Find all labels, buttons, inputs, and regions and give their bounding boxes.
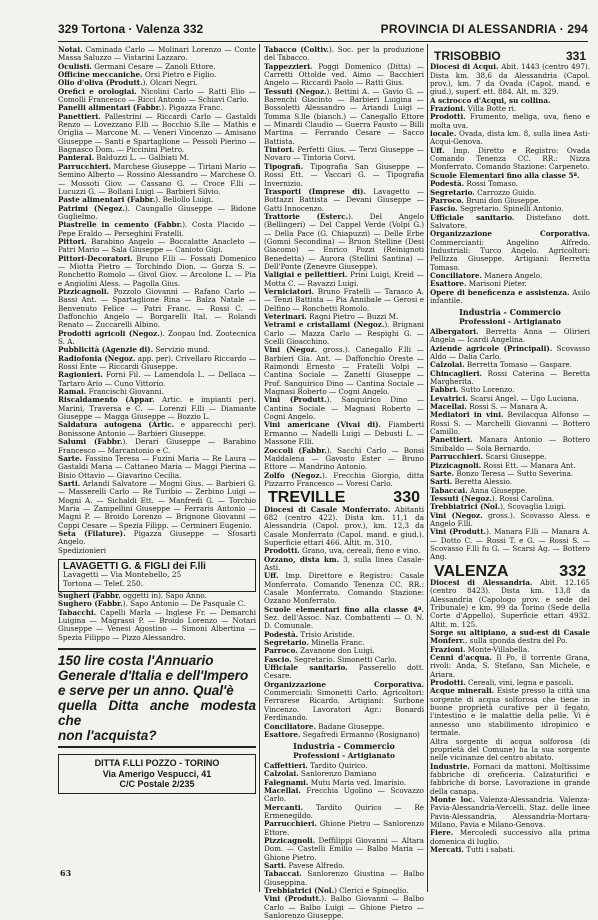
directory-entry: Ramai. Francischi Giovanni. bbox=[58, 387, 164, 397]
directory-entry: Esattore. Marisoni Pieter. bbox=[430, 279, 527, 289]
directory-entry: Fascio. Segretario. Spinelli Antonio. bbox=[430, 204, 564, 214]
directory-entry: Caffettieri. Tardito Quirico. bbox=[264, 760, 368, 770]
section-title: Industria - Commercio bbox=[293, 741, 395, 752]
directory-entry: Ufficiale sanitario. Distefano dott. Salvatore. bbox=[430, 212, 590, 230]
directory-entry: Sugheri (Fabbr. oggetti in). Sapo Anno. bbox=[58, 591, 207, 600]
directory-entry: Orefici e orologiai. Nicolini Carlo — Ratti Elio — Comolli Francesco — Ricci Antonio — Schiavi Carlo. bbox=[58, 86, 256, 105]
directory-entry: Tabaccai. Sanlorenzo Giustina — Balbo Giuseppina. bbox=[264, 869, 424, 887]
col1b-entries bbox=[58, 592, 256, 642]
town-name: TRISOBBIO bbox=[434, 49, 501, 63]
directory-entry: Oculisti. Germani Cesare — Zanoli Ettore. bbox=[58, 61, 216, 71]
header-left: 329 Tortona · Valenza 332 bbox=[58, 22, 204, 36]
directory-entry: Opere di beneficenza e assistenza. Asilo infantile. bbox=[430, 287, 591, 305]
directory-entry: Prodotti. Frumento, meliga, uva, fieno e molta uva. bbox=[430, 112, 590, 130]
directory-entry: Trattorie (Esterc.). Del Angelo (Bellingeri) — Del Cappel Verde (Volpi G.) — Della Pace (G. Chiapuzzi) — Delle Erbe (Gomni Secondina) — Bruon Stelline (Desi Giacomo) — Enrico Pozzi (Reinignoti Benedetta) — Aurora (Stellini Santina) — Dell'Ponte (Zenevre Giuseppe). bbox=[264, 211, 424, 271]
directory-entry: Organizzazione Corporativa. Commercianti: Angelino Alfredo. Industriali: Turco Angelo. Agricoltori: Pellizza Giuseppe. Artigiani: Berretta Tomaso. bbox=[430, 229, 590, 272]
directory-entry: Pizzicagnoli. Pozzolo Giovanni — Rafano Carlo — Bassi Ant. — Spartaglione Rina — Balza Natale — Benvenuto Felice — Patri Franc. — Rossi C. — Daffonchio Angelo — Borgarelli Ital. — Rolandi Renato — Zuccarelli Albino. bbox=[58, 286, 256, 330]
directory-entry: Uff. Imp. Direttore e Registro: Casale Monferrato. Comando Tenenza CC. RR.: Casale Monferrato. Comando Stazione: Ozzano Monferrato. bbox=[264, 571, 424, 606]
directory-entry: Macellai. Rossi S. — Manara A. bbox=[430, 402, 548, 412]
publisher-address: Via Amerigo Vespucci, 41 bbox=[102, 768, 212, 779]
directory-entry: Chincaglieri. Rossi Caterina — Beretta Margherita. bbox=[430, 368, 590, 387]
column-1 bbox=[58, 46, 256, 896]
section-subtitle: Professioni - Artigianato bbox=[459, 316, 561, 326]
directory-entry: Spedizionieri bbox=[58, 545, 107, 555]
directory-entry: Fabbri. Sutto Lorenzo. bbox=[430, 385, 515, 395]
lavagetti-ad bbox=[58, 559, 256, 592]
directory-entry: Scuole Elementari fino alla classe 5ª. bbox=[430, 170, 580, 180]
directory-entry: Sarte. Bonzo Teresa — Sutto Severina. bbox=[430, 468, 574, 478]
promo-line: non l'acquista? bbox=[58, 728, 157, 744]
town-heading-treville bbox=[264, 489, 424, 507]
town-name: VALENZA bbox=[434, 562, 509, 580]
directory-entry: Parroco. Zavanone don Luigi. bbox=[264, 646, 375, 656]
directory-entry: Panettieri. Manara Antonio — Bottero Sinibaldo — Sola Bernardo. bbox=[430, 435, 590, 453]
directory-entry: Calzolai. Sanlorenzo Damiano bbox=[264, 769, 377, 779]
directory-entry: Panieral. Balduzzi L. — Galbiati M. bbox=[58, 153, 190, 163]
directory-entry: Segretario. Minella Franc. bbox=[264, 638, 365, 648]
directory-entry: Mercati. Tutti i sabati. bbox=[430, 844, 515, 854]
treville-info bbox=[264, 506, 424, 740]
footer-number: 63 bbox=[60, 868, 72, 878]
town-heading-valenza bbox=[430, 562, 590, 580]
directory-entry: Tabaccai. Anna Giuseppe. bbox=[430, 485, 528, 495]
directory-entry: Olio d'oliva (Produtt.). Olcari Negri. bbox=[58, 78, 198, 88]
directory-entry: Frazioni. Monte-Villabella. bbox=[430, 644, 530, 654]
publisher-box bbox=[58, 754, 256, 794]
directory-entry: Prodotti agricoli (Negoz.). Zoopau Ind. Zootecnica S. A. bbox=[58, 328, 256, 347]
directory-entry: Sarti. Arlandi Salvatore — Mogni Gius. — Barbieri G. — Masserelli Carlo — Re Turibio — Zerbino Luigi — Mogni A. — Sichaldi Ett. — Manfredi G. — Torchio Maria — Zampellini Giuseppe — Ferraris Antonio — Magni P. — Broido Lorenzo — Brignone Giovanni — Coppi Cesare — Spezia Filipp. — Cermineri Eugenio. bbox=[58, 478, 256, 530]
publisher-name: DITTA F.LLI POZZO - TORINO bbox=[94, 758, 220, 769]
town-heading-trisobbio bbox=[430, 49, 590, 63]
directory-entry: Sarti. Pavese Alfredo. bbox=[264, 861, 345, 870]
directory-entry: Aziende agricole (Principali). Scovasso Aldo — Dalia Carlo. bbox=[430, 343, 590, 362]
column-3 bbox=[430, 46, 590, 896]
directory-entry: Esattore. Segafredi Ermanno (Rosignano) bbox=[264, 729, 420, 739]
town-number: 332 bbox=[559, 562, 586, 580]
directory-entry: Tabacchi. Capelli Marla — Inglese Fr. — Demarchi Luigina — Magrassi P. — Broido Lorenzo — Notari Giuseppe — Venesi Agostino — Simoni Albertina — Spezia Filippo — Pizzo Alessandro. bbox=[58, 607, 256, 642]
section-subtitle: Professioni - Artigianato bbox=[293, 750, 395, 760]
directory-entry: Fiere. Mercoledì successivo alla prima domenica di luglio. bbox=[430, 828, 590, 846]
directory-entry: Tabacco (Coltiv.). Soc. per la produzione del Tabacco. bbox=[264, 45, 424, 63]
promo-line: e serve per un anno. Qual'è bbox=[58, 683, 234, 699]
directory-entry: Levatrici. Scarsi Angel. — Ugo Luciana. bbox=[430, 393, 579, 403]
directory-entry: Saldatura autogena (Artic. e apparecchi per). Bonissone Antonio — Barbieri Giuseppe. bbox=[58, 420, 256, 438]
directory-entry: Uff. Imp. Diretto e Registro: Ovada Comando Tenenza CC. RR.: Nizza Monferrato. Comando Stazione: Carpeneto. bbox=[430, 145, 590, 172]
trisobbio-businesses bbox=[430, 328, 590, 562]
directory-entry: Altra sorgente di acqua solforosa (di proprietà del Comune) ha la sua sorgente nelle vicinanze del centro abitato. bbox=[430, 736, 590, 763]
directory-entry: Vini (Produtt.). Balbo Giovanni — Balbo Carlo — Balbo Luigi — Ghione Pietro — Sanlorenzo Giuseppe. bbox=[264, 894, 424, 920]
directory-entry: Ufficiale sanitario. Passerello dott. Cesare. bbox=[264, 663, 424, 681]
col1-entries bbox=[58, 46, 256, 555]
column-rule bbox=[427, 44, 428, 892]
directory-entry: Officine meccaniche. Orsi Pietro e Figlio. bbox=[58, 70, 217, 80]
directory-entry: Conciliatore. Badane Giuseppe. bbox=[264, 721, 385, 731]
directory-entry: Fascio. Segretario. Simonetti Carlo. bbox=[264, 654, 397, 664]
directory-entry: Parrucchieri. Scarsi Giuseppe. bbox=[430, 452, 547, 462]
directory-entry: Podestà. Trisio Aristide. bbox=[264, 629, 355, 639]
directory-entry: Sughero (Fabbr.). Sapo Antonio — De Pasquale C. bbox=[58, 599, 246, 609]
directory-entry: Prodotti. Cereali, vini, legna e pascoli. bbox=[430, 678, 574, 688]
directory-entry: Verniciatori. Bruno Fratelli — Tarasco A. — Tenzi Battista — Pia Annibale — Gerosi e Delfino — Ronchetti Romolo. bbox=[264, 286, 424, 313]
directory-entry: Paste alimentari (Fabbr.). Bellollo Luigi. bbox=[58, 195, 214, 205]
directory-entry: locale. Ovada, dista km. 8, sulla linea Asti-Acqui-Genova. bbox=[430, 129, 590, 147]
directory-entry: Tessuti (Negoz.). Rossi Carolina. bbox=[430, 493, 555, 503]
directory-entry: Salumi (Fabbr.). Derari Giuseppe — Barabino Francesco — Marcantonio e C. bbox=[58, 437, 256, 455]
promo-line: 150 lire costa l'Annuario bbox=[58, 653, 214, 669]
trisobbio-info bbox=[430, 63, 590, 305]
promo-line: Generale d'Italia e dell'Impero bbox=[58, 668, 249, 684]
header-right: PROVINCIA DI ALESSANDRIA · 294 bbox=[380, 22, 588, 36]
directory-entry: Parrucchieri. Ghione Pietro — Sanlorenzo Ettore. bbox=[264, 819, 424, 837]
directory-entry: Tessuti (Negoz.). Bettini A. — Gavio G. — Barenchi Giacinto — Barbieri Luigina — Bossoletti Alessandro — Ariandi Luigi — Tomma S.lle (bianch.) — Canegallo Ettore — Minardi Claudio — Guerra Fausto — Billi Martina — Ferrando Cesare — Sacco Battista. bbox=[264, 86, 424, 146]
directory-entry: Vini (Produtt.). Sanquirico Dino — Cantina Sociale — Magnasi Roberto — Cogni Angelo. bbox=[264, 395, 425, 422]
section-title: Industria - Commercio bbox=[459, 307, 561, 318]
column-rule bbox=[259, 44, 260, 892]
directory-entry: Sarte. Fassino Teresa — Fuzini Maria — Re Laura — Gastaldi Maria — Cattaneo Maria — Maggi Pierina — Bisio Ottavio — Giavarino Cecilia. bbox=[58, 453, 256, 480]
treville-businesses bbox=[264, 762, 424, 920]
directory-entry: Tipografi. Tipografia San Giuseppe — Rossi Ett. — Vaccari G. — Tipografia Invernizio. bbox=[264, 161, 424, 188]
directory-entry: Vini (Negoz. gross.). Scovasso Aless. e Angelo F.lli. bbox=[430, 510, 590, 528]
directory-entry: Podestà. Rossi Tomaso. bbox=[430, 179, 518, 189]
directory-entry: Panettieri. Pallestrini — Riccardi Carlo — Gastaldi Renzo — Lovezzano F.lli — Bocchio S.lle — Mathis e Origlia — Marcone M. — Veneri Vincenzo — Amisano Giuseppe — Santi e Spartaglione — Pessoli Pierino — Bagnasco Dom. — Piccinini Pietro. bbox=[58, 111, 256, 155]
directory-entry: Albergatori. Berretta Anna — Olirieri Angela — Icardi Angelina. bbox=[430, 327, 590, 345]
directory-entry: Calzolai. Berretta Tomaso — Gaspare. bbox=[430, 360, 572, 370]
directory-entry: Organizzazione Corporativa. Commerciali: Simonetti Carlo. Agricoltori: Ferrarese Ricardo. Artigiani: Surbone Vincenzo. Lavoratori Agr.: Bonardi Ferdinando. bbox=[264, 679, 424, 723]
directory-entry: Pizzicagnoli. Rossi Ett. — Manara Ant. bbox=[430, 460, 576, 470]
directory-entry: Ozzano, dista km. 3, sulla linea Casale-Asti. bbox=[264, 554, 425, 572]
directory-entry: Vini (Produtt.). Manara F.lli — Manara A. — Dotto C. — Rossi T. e G. — Rossi S. — Scovasso F.lli fu G. — Scarsi Ag. — Bottero Ang. bbox=[430, 527, 591, 562]
directory-entry: Vini (Negoz. gross.). Canegallo F.lli — Barbieri Gia. Ant. — Daffonchio Oreste — Raimondi Ernesto — Fratelli Volpi — Cantina Sociale — Zanetti Giuseppe — Prof. Sanquirico Dino — Cantina Sociale — Magnasi Roberto — Cogni Angelo. bbox=[264, 345, 424, 397]
valenza-info bbox=[430, 579, 590, 854]
directory-entry: Pittori. Barabino Angelo — Boccalatte Anacleto — Patri Mario — Sala Giuseppe — Canioto Gigi. bbox=[58, 236, 256, 255]
directory-entry: Pubblicità (Agenzie di). Servizio mund. bbox=[58, 345, 210, 355]
directory-entry: Vini americane (Vivai di). Fiamberti Ermanno — Nadelli Luigi — Debusti L. — Massone F.lli. bbox=[264, 420, 424, 447]
annuario-promo bbox=[58, 648, 256, 748]
directory-entry: Prodotti. Grano, uva, cereali, fieno e vino. bbox=[264, 546, 421, 556]
town-number: 331 bbox=[565, 49, 586, 63]
directory-entry: Ragionieri. Forni Fil. — Lamendola L. — Dellaca — Tartaro Ario — Cuno Vittorio. bbox=[58, 370, 256, 388]
promo-line: quella Ditta anche modesta che bbox=[58, 698, 256, 729]
directory-entry: Tappezzieri. Poggi Domenico (Ditta) — Carretti Ottolde ved. Aimo — Bacchieri Angelo — Riccardi Paolo — Ratti Gius. bbox=[264, 61, 424, 88]
directory-entry: Veterinari. Ragni Pietro — Buzzi M. bbox=[264, 312, 399, 321]
directory-entry: Diocesi di Alessandria. Abit. 12.165 (centro 8423). Dista km. 13,8 da Alessandria (Capologo prov. e sede del Tribunale) e km. 99 da Torino (Sede della Corte d'Appello). Superficie ettari 4932. Altit. m. 125. bbox=[430, 577, 590, 629]
directory-entry: Macellai. Frecchia Ugolino — Scovazzo Carlo. bbox=[264, 785, 424, 804]
directory-entry: Trebbiatrici (Nol.) Clerici e Spinoglio. bbox=[264, 886, 409, 896]
directory-entry: Notai. Caminada Carlo — Molinari Lorenzo — Conte Massa Saluzzo — Vistarini Lazzaro. bbox=[58, 45, 256, 63]
directory-entry: Trebbiatrici (Nol.). Scovaglia Luigi. bbox=[430, 502, 566, 512]
directory-entry: Panelli alimentari (Fabbr.). Pigazza Franc. bbox=[58, 103, 223, 113]
col2-entries bbox=[264, 46, 424, 488]
directory-entry: Segretario. Carrozzo Guido. bbox=[430, 187, 537, 197]
directory-entry: Valigiai e pellettieri. Prini Luigi, Kreid — Motta C. — Ravazzi Luigi. bbox=[264, 270, 424, 288]
directory-entry: Sorge su altipiano, a sud-est di Casale Monferr., sulla sponda destra del Po. bbox=[430, 628, 590, 646]
directory-entry: Parroco. Bruni don Giuseppe. bbox=[430, 195, 541, 205]
ad-line: Lavagetti — Via Montebello, 25 bbox=[63, 570, 182, 580]
directory-entry: Parrucchieri. Marchese Giuseppe — Tiriani Mario — Semino Alberto — Rossino Alessandro — Marchese O. — Mossoti Giov. — Cassano G. — Croce F.lli — Lucuzzi G. — Bollani Luigi — Barbieri Silvio. bbox=[58, 161, 256, 196]
page-header bbox=[58, 22, 588, 42]
directory-entry: A scirocco d'Acqui, su collina. bbox=[430, 95, 551, 105]
directory-entry: Seta (Filature). Pigazza Giuseppe — Sfosarti Angelo. bbox=[58, 528, 256, 547]
directory-entry: Mercanti. Tardito Quirico — Re Ermenegildo. bbox=[264, 802, 424, 820]
directory-entry: Frazioni. Villa Botte ri. bbox=[430, 104, 517, 114]
directory-entry: Conciliatore. Manera Angelo. bbox=[430, 270, 543, 280]
directory-entry: Riscaldamento (Appar. Artic. e impianti per). Marini, Traversa e C. — Lorenzi F.lli — Diamante Giuseppe — Magga Giuseppe — Bozzio L. bbox=[58, 395, 256, 422]
directory-entry: Zoccoli (Fabbr.). Sacchi Carlo — Bonsi Maddalena — Gavosto Ester — Bruno Ettore — Mandrino Antonio. bbox=[264, 445, 424, 472]
directory-entry: Falegnami. Mutu Maria ved. Imarisio. bbox=[264, 777, 407, 787]
directory-entry: Mediatori in vini. Bevilacqua Alfonso — Rossi S. — Marchelli Giovanni — Bottero Camillo. bbox=[430, 410, 590, 437]
directory-entry: Trasporti (Imprese di). Lavagetto — Bottazzi Battista — Devani Giuseppe — Gatti Innocenzo. bbox=[264, 186, 425, 213]
town-number: 330 bbox=[393, 489, 420, 507]
directory-entry: Cenni d'acqua. Il Po, il torrente Grana, rivoli: Anda, S. Stefano, San Michele, e Ariara. bbox=[430, 653, 590, 679]
directory-entry: Patrimi (Negoz.). Caungallo Giuseppe — Bidone Guglielmo. bbox=[58, 203, 256, 221]
directory-entry: Vetrami e cristallami (Negoz.). Brignani Carlo — Mazza Carlo — Respighi G. — Scelli Gioacchino. bbox=[264, 320, 424, 347]
directory-entry: Tintori. Perfetti Gius. — Terzi Giuseppe — Novaro — Tintoria Corvi. bbox=[264, 145, 424, 163]
directory-entry: Monte loc. Valenza-Alessandria. Valenza-Pavia-Alessandria-Vercelli. Staz. delle linee Pavia-Alessandria, Alessandria-Mortara-Milano, Pavia e Milano-Genova. bbox=[430, 794, 590, 829]
directory-entry: Industrie. Fornaci da mattoni. Moltissime fabbriche di oreficeria. Calzaturifici e fabbriche di borse. Lavorazione in grande della canapa. bbox=[430, 761, 590, 796]
directory-entry: Radiofonia (Negoz. app. per). Crivellaro Riccardo — Rossi Ente — Riccardi Giuseppe. bbox=[58, 353, 256, 372]
town-name: TREVILLE bbox=[268, 489, 346, 507]
directory-entry: Acque minerali. Esiste presso la città una sorgente di acqua solforosa che tiene in buone proprietà curative per il fegato, l'intestino e le malattie della pelle. Vi è annesso uno stabilimento idropinico e termale. bbox=[430, 686, 590, 738]
ad-title: LAVAGETTI G. & FIGLI dei F.lli bbox=[63, 560, 206, 572]
directory-entry: Piastrelle in cemento (Fabbr.). Costa Placido — Pepe Eraldo — Perseghini Fratelli. bbox=[58, 220, 256, 238]
directory-entry: Sarti. Beretta Alessio. bbox=[430, 477, 512, 487]
directory-entry: Zolfo (Negoz.). Frecchia Giorgio, ditta Pizzarro Francesco — Voresi Carlo. bbox=[264, 470, 424, 488]
directory-entry: Scuole elementari fino alla classe 4ª. Sez. dell'Assoc. Naz. Combattenti — O. N. D. Comunale. bbox=[264, 604, 424, 631]
directory-entry: Pizzicagnoli. Deffilippi Giovanni — Altara Dom. — Castelli Emilio — Balbo Maria — Ghione Pietro. bbox=[264, 835, 424, 862]
ad-line: Tortona — Telef. 250. bbox=[63, 578, 144, 588]
publisher-account: C/C Postale 2/235 bbox=[119, 779, 195, 790]
column-2 bbox=[264, 45, 425, 920]
directory-entry: Diocesi di Casale Monferrato. Abitanti 682 (centro 422). Dista km. 11,1 da Alessandria (Capol. prov.), km. 12,3 da Casale Monferrato (Capol. mand. e giud.). Superficie ettari 466. Altit. m. 310. bbox=[264, 504, 424, 547]
directory-entry: Diocesi di Acqui. Abit. 1443 (centro 497). Dista km. 38,6 da Alessandria (Capol. prov.), km. 7 da Ovada (Capol. mand. e giud.), superf. ett. 884. Alt. m. 329. bbox=[430, 62, 590, 97]
directory-entry: Pittori-Decoratori. Bruno F.lli — Fossati Domenico — Miotta Pietro — Torchindo Dion. — Gorza S. — Ronchetto Romolo — Givol Giov. — Arcolone L. — Pia e Angiolini Aless. — Pagolla Gius. bbox=[58, 253, 256, 288]
